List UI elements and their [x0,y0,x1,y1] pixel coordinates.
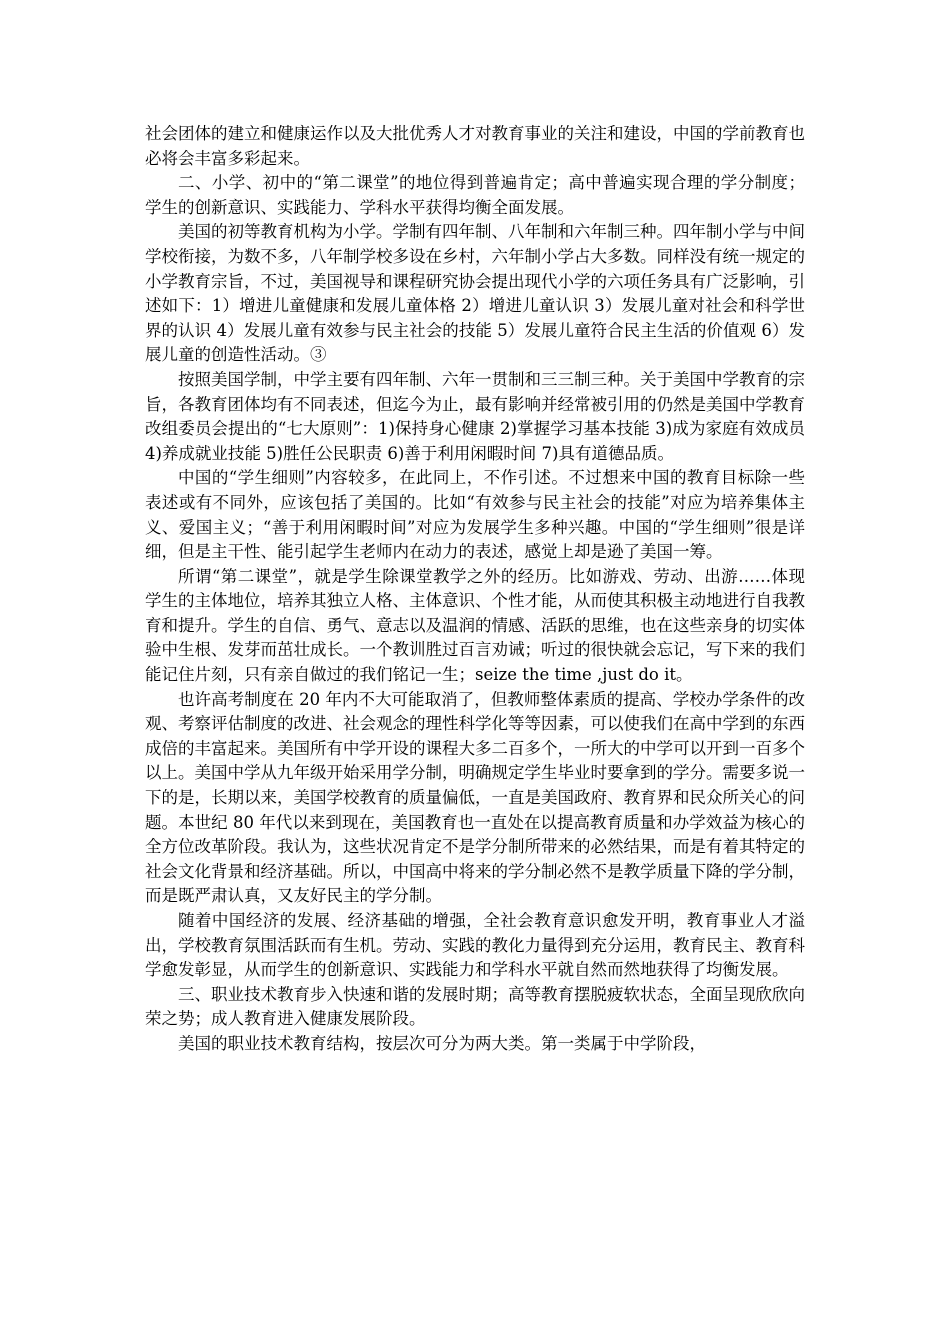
paragraph-9: 三、职业技术教育步入快速和谐的发展时期；高等教育摆脱疲软状态，全面呈现欣欣向荣之势；成人教育进入健康发展阶段。 [145,984,805,1029]
paragraph-6: 所谓“第二课堂”，就是学生除课堂教学之外的经历。比如游戏、劳动、出游……体现学生的主体地位，培养其独立人格、主体意识、个性才能，从而使其积极主动地进行自我教育和提升。学生的自信、勇气、意志以及温润的情感、活跃的思维，也在这些亲身的切实体验中生根、发芽而茁壮成长。一个教训胜过百言劝诫；听过的很快就会忘记，写下来的我们能记住片刻，只有亲自做过的我们铭记一生；seize the time ,just do it。 [145,566,805,685]
paragraph-1: 社会团体的建立和健康运作以及大批优秀人才对教育事业的关注和建设，中国的学前教育也必将会丰富多彩起来。 [145,124,805,168]
paragraph-3: 美国的初等教育机构为小学。学制有四年制、八年制和六年制三种。四年制小学与中间学校衔接，为数不多，八年制学校多设在乡村，六年制小学占大多数。同样没有统一规定的小学教育宗旨，不过，美国视导和课程研究协会提出现代小学的六项任务具有广泛影响，引述如下：1）增进儿童健康和发展儿童体格 2）增进儿童认识 3）发展儿童对社会和科学世界的认识 4）发展儿童有效参与民主社会的技能 5）发展儿童符合民主生活的价值观 6）发展儿童的创造性活动。③ [145,222,805,365]
paragraph-8: 随着中国经济的发展、经济基础的增强，全社会教育意识愈发开明，教育事业人才溢出，学校教育氛围活跃而有生机。劳动、实践的教化力量得到充分运用，教育民主、教育科学愈发彰显，从而学生的创新意识、实践能力和学科水平就自然而然地获得了均衡发展。 [145,911,805,980]
paragraph-2: 二、小学、初中的“第二课堂”的地位得到普遍肯定；高中普遍实现合理的学分制度；学生的创新意识、实践能力、学科水平获得均衡全面发展。 [145,173,805,217]
paragraph-10: 美国的职业技术教育结构，按层次可分为两大类。第一类属于中学阶段， [178,1033,706,1053]
paragraph-5: 中国的“学生细则”内容较多，在此同上，不作引述。不过想来中国的教育目标除一些表述或有不同外，应该包括了美国的。比如“有效参与民主社会的技能”对应为培养集体主义、爱国主义；“善于利用闲暇时间”对应为发展学生多种兴趣。中国的“学生细则”很是详细，但是主干性、能引起学生老师内在动力的表述，感觉上却是逊了美国一筹。 [145,468,805,562]
document-body [145,122,805,1057]
paragraph-7: 也许高考制度在 20 年内不大可能取消了，但教师整体素质的提高、学校办学条件的改观、考察评估制度的改进、社会观念的理性科学化等等因素，可以使我们在高中学到的东西成倍的丰富起来。美国所有中学开设的课程大多二百多个，一所大的中学可以开到一百多个以上。美国中学从九年级开始采用学分制，明确规定学生毕业时要拿到的学分。需要多说一下的是，长期以来，美国学校教育的质量偏低，一直是美国政府、教育界和民众所关心的问题。本世纪 80 年代以来到现在，美国教育也一直处在以提高教育质量和办学效益为核心的全方位改革阶段。我认为，这些状况肯定不是学分制所带来的必然结果，而是有着其特定的社会文化背景和经济基础。所以，中国高中将来的学分制必然不是教学质量下降的学分制，而是既严肃认真，又友好民主的学分制。 [145,689,805,906]
paragraph-4: 按照美国学制，中学主要有四年制、六年一贯制和三三制三种。关于美国中学教育的宗旨，各教育团体均有不同表述，但迄今为止，最有影响并经常被引用的仍然是美国中学教育改组委员会提出的“七大原则”：1)保持身心健康 2)掌握学习基本技能 3)成为家庭有效成员 4)养成就业技能 5)胜任公民职责 6)善于利用闲暇时间 7)具有道德品质。 [145,369,805,463]
